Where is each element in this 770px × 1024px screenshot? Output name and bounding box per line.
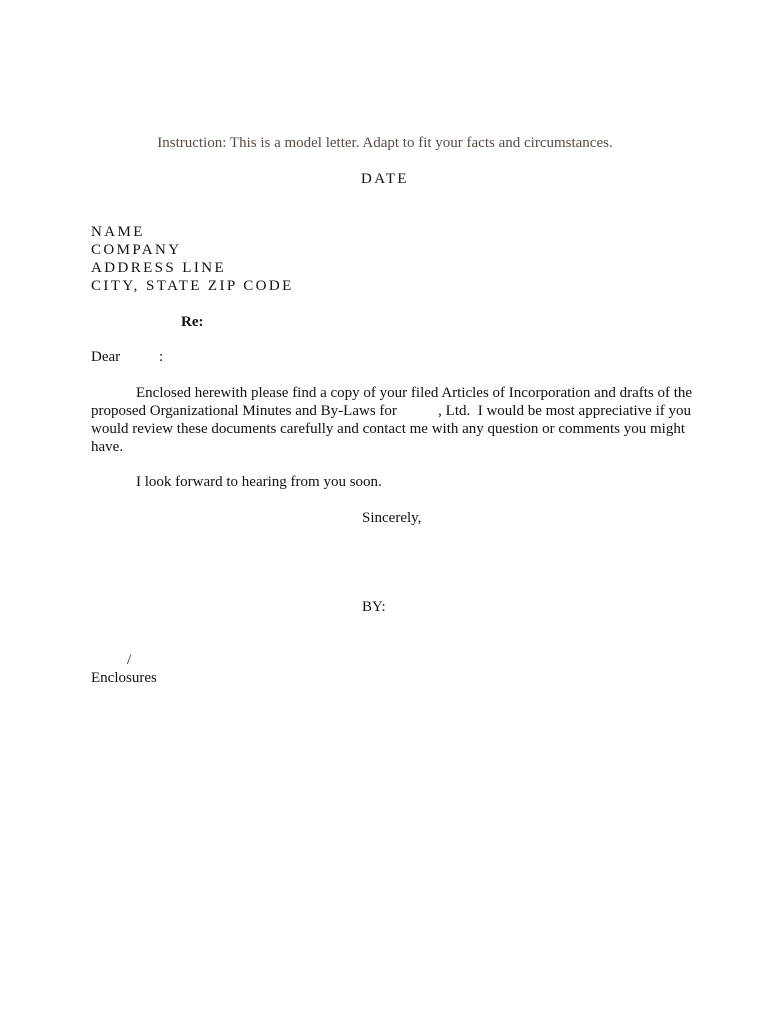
instruction-note: Instruction: This is a model letter. Adapt to fit your facts and circumstances.: [157, 135, 613, 151]
body-line: proposed Organizational Minutes and By-Laws for , Ltd. I would be most appreciative if you: [91, 403, 692, 419]
salutation: [91, 348, 164, 366]
body-line: would review these documents carefully and contact me with any question or comments you might: [91, 421, 686, 437]
recipient-company: COMPANY: [91, 242, 182, 258]
closing-line: I look forward to hearing from you soon.: [136, 474, 382, 490]
body-line: Enclosed herewith please find a copy of your filed Articles of Incorporation and drafts of the: [136, 385, 693, 401]
sign-off: Sincerely,: [362, 510, 422, 526]
enclosures-label: Enclosures: [91, 670, 157, 686]
recipient-address-line: ADDRESS LINE: [91, 260, 227, 276]
initials-separator: /: [127, 652, 132, 668]
salutation-dear: Dear: [91, 349, 121, 365]
recipient-city-state-zip: CITY, STATE ZIP CODE: [91, 278, 294, 294]
salutation-colon: :: [159, 349, 164, 365]
date-placeholder: DATE: [361, 171, 409, 187]
body-paragraph: [91, 384, 693, 456]
by-label: BY:: [362, 599, 386, 615]
body-line: have.: [91, 439, 124, 455]
re-label: Re:: [181, 314, 204, 330]
recipient-name: NAME: [91, 224, 145, 240]
